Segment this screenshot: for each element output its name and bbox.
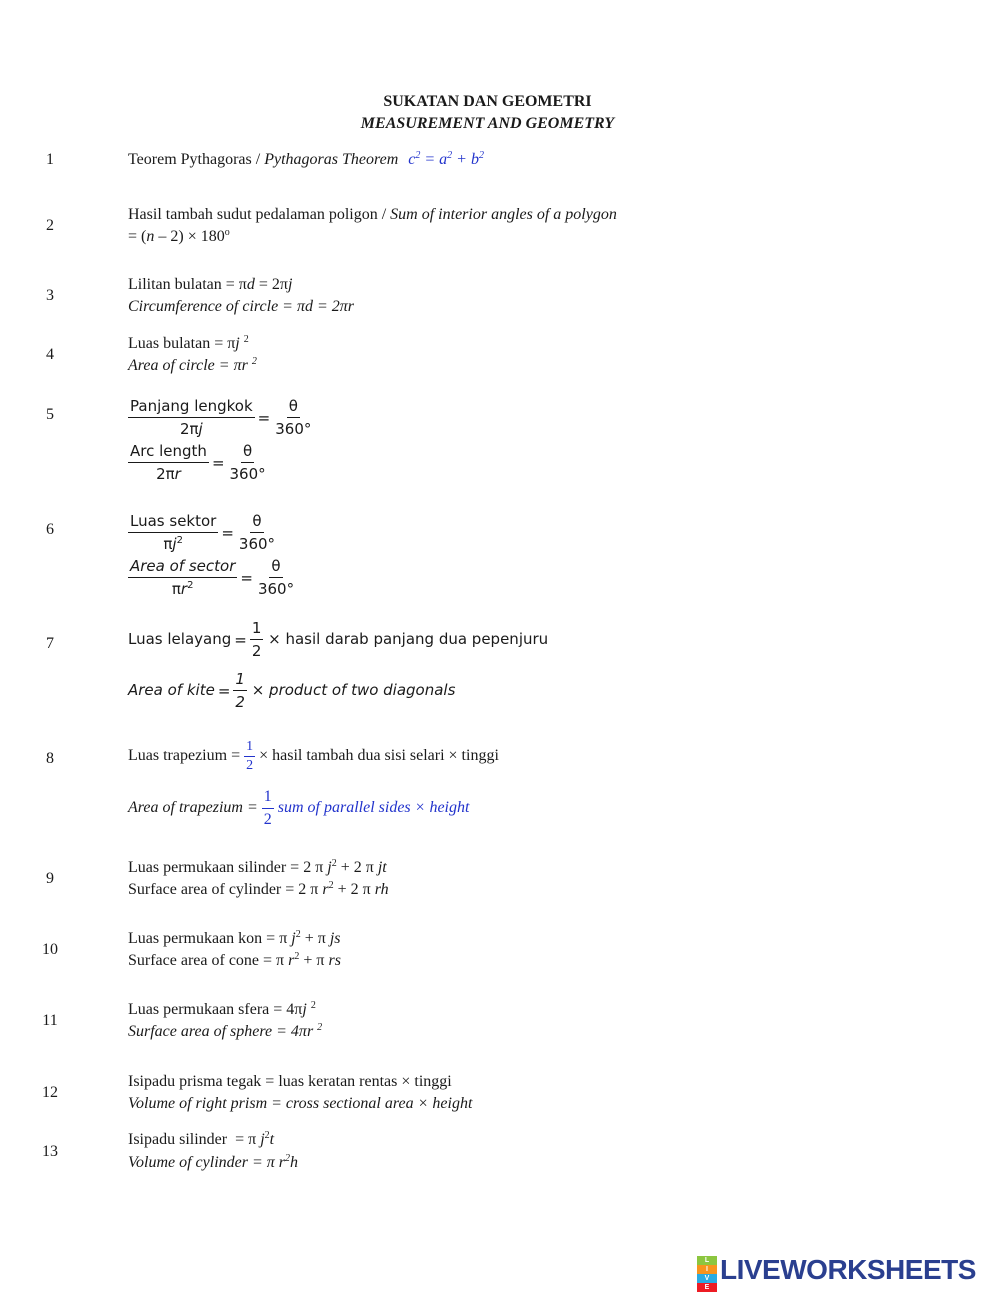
formula-6-en: $\frac{\text{Area of sector}}{\pi r^2}$ = $\frac{\theta}{360^\circ}$ (130, 557, 295, 598)
page-title: SUKATAN DAN GEOMETRI (383, 93, 592, 110)
item-number: 1 (46, 151, 54, 168)
formula-1: Teorem Pythagoras / Pythagoras Theorem $c^2 = a^2 + b^2$ (128, 150, 484, 168)
formula-3-ms: Lilitan bulatan = πd = 2πj (128, 276, 293, 293)
formula-4-en: Area of circle = πr $^2$ (128, 356, 257, 374)
item-number: 6 (46, 521, 54, 538)
item-number: 7 (46, 635, 54, 652)
formula-8-en: Area of trapezium = $\frac{1}{2}$ sum of parallel sides × height (128, 788, 470, 828)
formula-11-en: Surface area of sphere = 4πr $^2$ (128, 1022, 323, 1040)
formula-11-ms: Luas permukaan sfera = 4πj $^2$ (128, 1000, 316, 1018)
item-number: 5 (46, 406, 54, 423)
logo-badge-icon: L I V E (697, 1256, 717, 1284)
item-number: 13 (42, 1143, 58, 1160)
liveworksheets-logo (697, 1254, 976, 1291)
formula-13-ms: Isipadu silinder = π $j^2t$ (128, 1130, 275, 1148)
formula-9-en: Surface area of cylinder = 2 π $r^2 + 2$ π rh (128, 880, 389, 898)
page-subtitle: MEASUREMENT AND GEOMETRY (360, 115, 615, 132)
formula-9-ms: Luas permukaan silinder = 2 π $j^2 + 2$ π jt (128, 858, 387, 876)
item-number: 12 (42, 1084, 58, 1101)
formula-10-en: Surface area of cone = π $r^2 + \pi$ rs (128, 951, 341, 969)
formula-3-en: Circumference of circle = πd = 2πr (128, 298, 355, 315)
item-number: 4 (46, 346, 54, 363)
formula-12-ms: Isipadu prisma tegak = luas keratan rentas × tinggi (128, 1073, 452, 1090)
logo-text: LIVEWORKSHEETS (720, 1254, 976, 1285)
item-number: 2 (46, 217, 54, 234)
formula-7-ms: Luas lelayang = $\frac{1}{2}$ × hasil darab panjang dua pepenjuru (128, 619, 549, 660)
formula-2-line-1: Hasil tambah sudut pedalaman poligon / Sum of interior angles of a polygon (128, 206, 617, 223)
item-number: 3 (46, 287, 54, 304)
formula-7-en: Area of kite = $\frac{1}{2}$ × product of two diagonals (128, 670, 456, 711)
formula-5-ms: $\frac{\text{Panjang lengkok}}{2\pi j}$ = $\frac{\theta}{360^\circ}$ (130, 397, 312, 438)
formula-5-en: $\frac{\text{Arc length}}{2\pi r}$ = $\frac{\theta}{360^\circ}$ (130, 442, 266, 483)
item-number: 9 (46, 870, 54, 887)
item-number: 10 (42, 941, 58, 958)
item-number: 11 (42, 1012, 58, 1029)
formula-12-en: Volume of right prism = cross sectional area × height (128, 1095, 473, 1112)
formula-4-ms: Luas bulatan = πj $^2$ (128, 334, 249, 352)
item-number: 8 (46, 750, 54, 767)
formula-13-en: Volume of cylinder = π $r^2h$ (128, 1153, 299, 1171)
formula-10-ms: Luas permukaan kon = π $j^2 + \pi$ js (128, 929, 341, 947)
formula-2-line-2: = $(n - 2) \times 180^o$ (128, 227, 230, 245)
formula-6-ms: $\frac{\text{Luas sektor}}{\pi j^2}$ = $\frac{\theta}{360^\circ}$ (130, 512, 276, 553)
formula-8-ms: Luas trapezium = $\frac{1}{2}$ × hasil tambah dua sisi selari × tinggi (128, 739, 499, 773)
